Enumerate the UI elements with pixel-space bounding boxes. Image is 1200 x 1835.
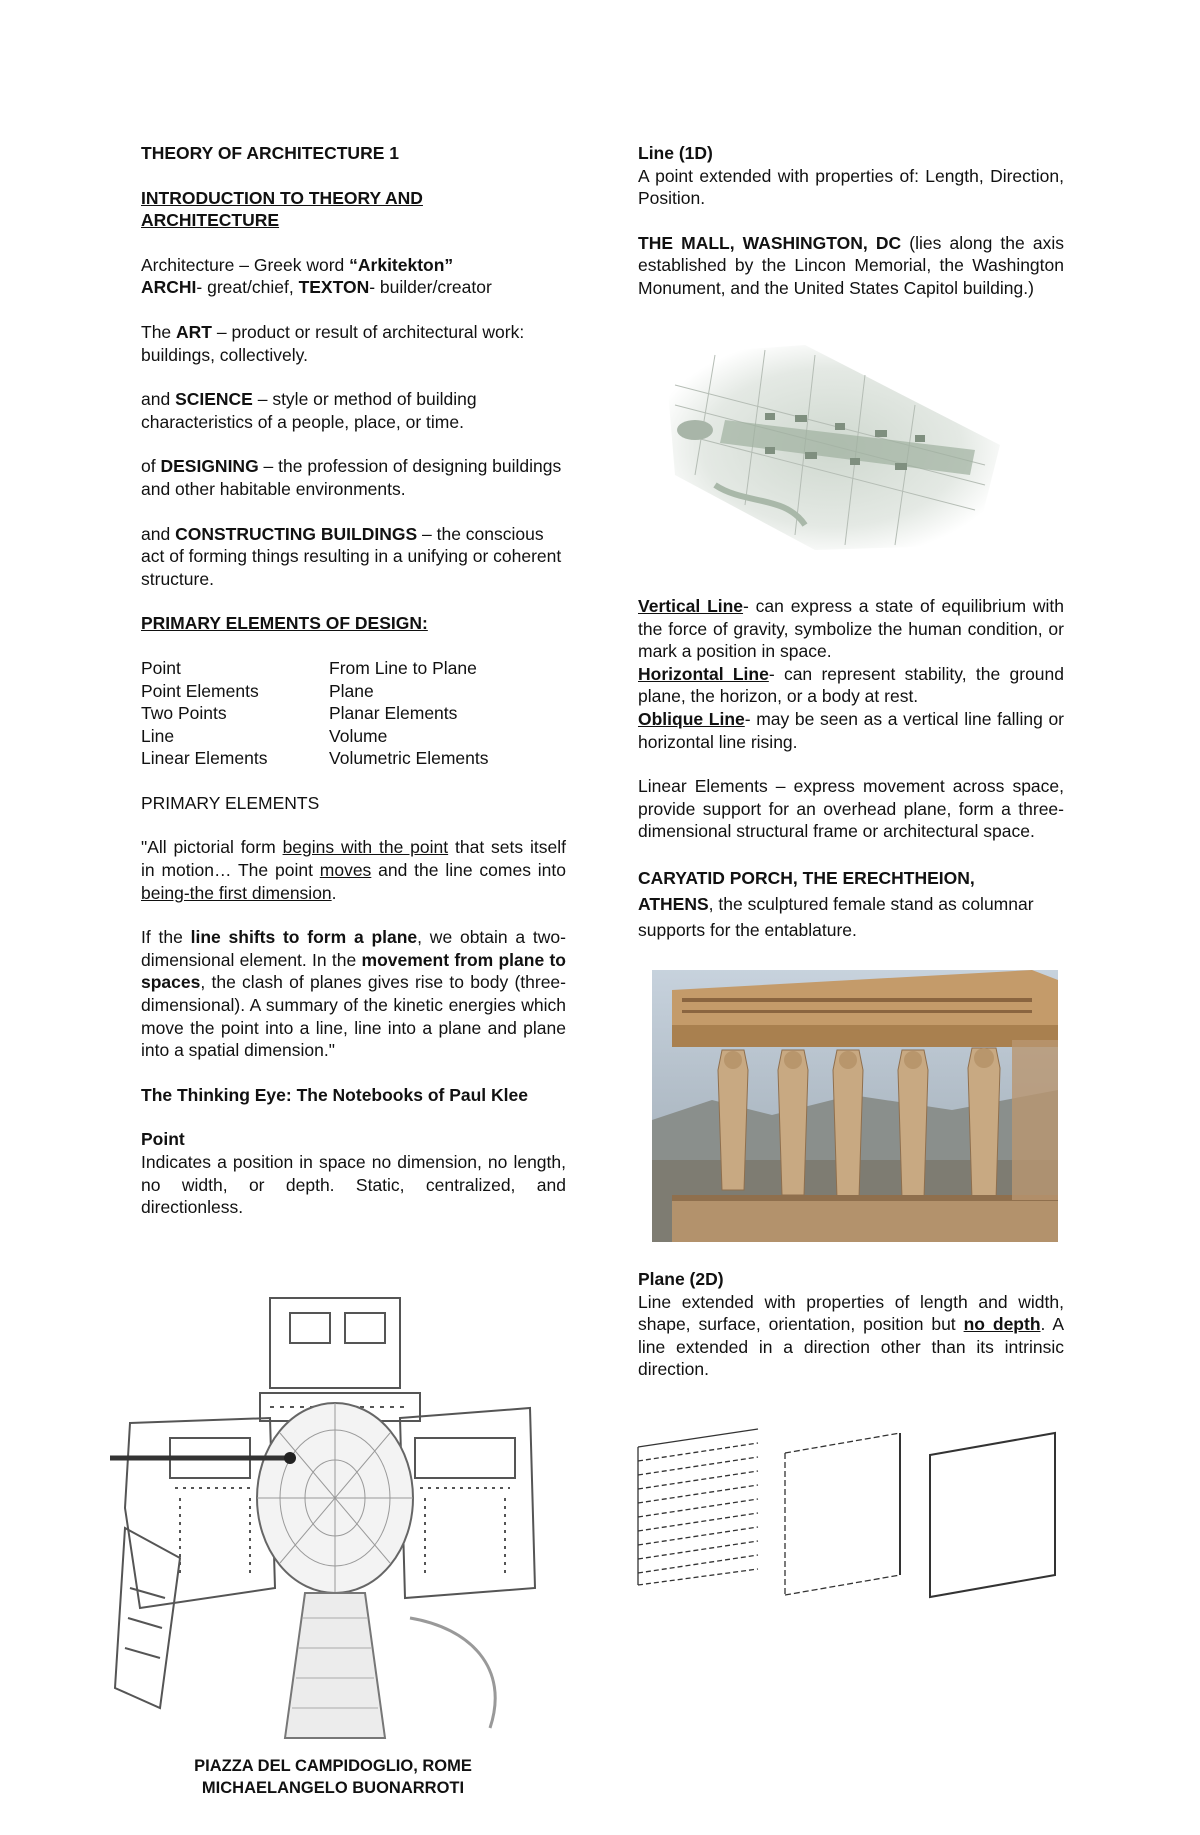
- element-item: Planar Elements: [329, 703, 458, 724]
- horizontal-line-def: Horizontal Line- can represent stability, the ground plane, the horizon, or a body at rest.: [638, 663, 1064, 707]
- caryatid-description: CARYATID PORCH, THE ERECHTHEION, ATHENS, the sculptured female stand as columnar supports for the entablature.: [638, 867, 1034, 940]
- art-definition: The ART – product or result of architectural work: buildings, collectively.: [141, 321, 525, 365]
- klee-quote: "All pictorial form begins with the point that sets itself in motion… The point moves and the line comes into being-the first dimension.: [141, 837, 566, 903]
- elements-list: [141, 657, 566, 770]
- oblique-line-def: Oblique Line- may be seen as a vertical line falling or horizontal line rising.: [638, 708, 1065, 752]
- caryatid-porch-photo: [652, 970, 1058, 1242]
- washington-mall-map: [655, 335, 1015, 560]
- line-definition: A point extended with properties of: Length, Direction, Position.: [638, 165, 1064, 209]
- vertical-line-def: Vertical Line- can express a state of equilibrium with the force of gravity, symbolize the human condition, or mark a position in space.: [638, 596, 1064, 662]
- element-item: Two Points: [141, 703, 227, 724]
- element-item: From Line to Plane: [329, 657, 477, 678]
- architecture-definition: Architecture – Greek word “Arkitekton” ARCHI- great/chief, TEXTON- builder/creator: [141, 254, 492, 298]
- plane-diagrams: [630, 1425, 1070, 1605]
- element-item: Point Elements: [141, 680, 259, 701]
- element-item: Point: [141, 657, 181, 678]
- piazza-campidoglio-plan: [110, 1288, 556, 1750]
- element-item: Volumetric Elements: [329, 748, 489, 769]
- left-column: [141, 142, 566, 1241]
- plane-heading: Plane (2D): [638, 1269, 724, 1289]
- primary-elements-label: PRIMARY ELEMENTS: [141, 792, 320, 813]
- document-title: THEORY OF ARCHITECTURE 1: [141, 143, 399, 163]
- point-heading: Point: [141, 1129, 185, 1150]
- science-definition: and SCIENCE – style or method of building characteristics of a people, place, or time.: [141, 389, 477, 432]
- mall-description: THE MALL, WASHINGTON, DC (lies along the axis established by the Lincon Memorial, the Washington Monument, and the United States Capitol building.): [638, 232, 1064, 298]
- element-item: Line: [141, 725, 175, 746]
- element-item: Linear Elements: [141, 748, 268, 769]
- element-item: Plane: [329, 680, 374, 701]
- constructing-definition: and CONSTRUCTING BUILDINGS – the conscious act of forming things resulting in a unifying or coherent structure.: [141, 523, 562, 589]
- intro-heading: INTRODUCTION TO THEORY AND ARCHITECTURE: [141, 187, 423, 231]
- element-item: Volume: [329, 725, 388, 746]
- primary-elements-heading: PRIMARY ELEMENTS OF DESIGN:: [141, 613, 428, 634]
- right-column: [638, 142, 1064, 322]
- plane-section: [638, 1268, 1064, 1403]
- linear-elements-def: Linear Elements – express movement across space, provide support for an overhead plane, form a three-dimensional structural frame or architectural space.: [638, 776, 1064, 842]
- line-heading: Line (1D): [638, 143, 713, 163]
- klee-quote-2: If the line shifts to form a plane, we obtain a two-dimensional element. In the movement from plane to spaces, the clash of planes gives rise to body (three-dimensional). A summary of the kinetic energies which move the point into a line, line into a plane and plane into a spatial dimension.": [141, 927, 566, 1061]
- quote-source: The Thinking Eye: The Notebooks of Paul Klee: [141, 1084, 528, 1105]
- point-definition: Indicates a position in space no dimension, no length, no width, or depth. Static, centralized, and directionless.: [141, 1152, 566, 1218]
- plane-definition: Line extended with properties of length and width, shape, surface, orientation, position but no depth. A line extended in a direction other than its intrinsic direction.: [638, 1291, 1064, 1380]
- figure-caption: PIAZZA DEL CAMPIDOGLIO, ROME MICHAELANGELO BUONARROTI: [194, 1757, 472, 1797]
- designing-definition: of DESIGNING – the profession of designing buildings and other habitable environments.: [141, 456, 562, 499]
